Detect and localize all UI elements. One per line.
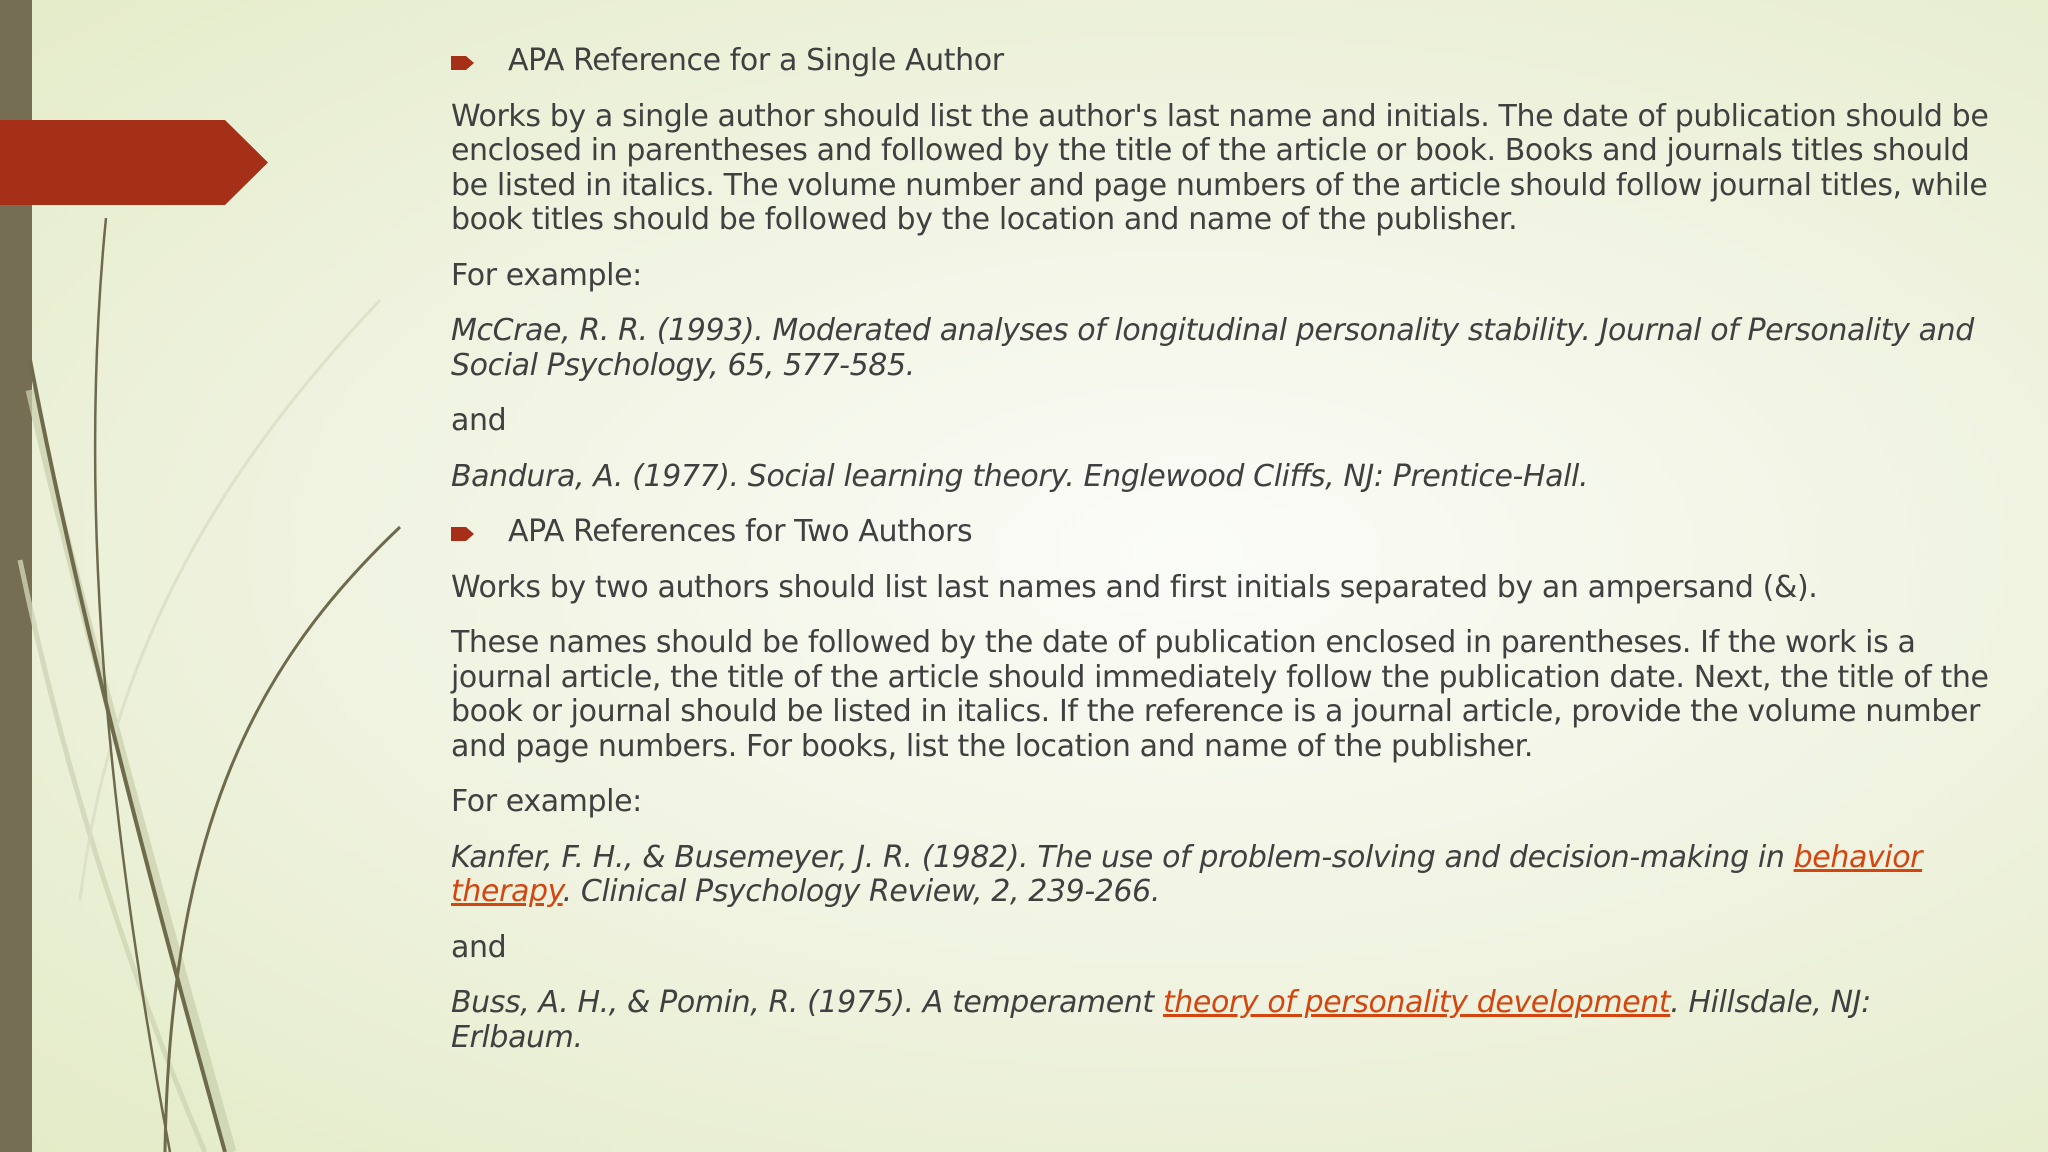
two-authors-description-2: These names should be followed by the date of publication enclosed in parentheses. If the work is a journal article, the title of the article should immediately follow the publication date. Next, the title of the book or journal should be listed in italics. If the reference is a journal article, provide the volume number and page numbers. For books, list the location and name of the publisher. [451,625,1989,764]
bullet-single-author [451,44,2011,79]
personality-development-link[interactable]: theory of personality development [1162,985,1671,1020]
reference-kanfer-source: . Clinical Psychology Review, 2, 239-266. [562,874,1160,909]
two-authors-description-1: Works by two authors should list last names and first initials separated by an ampersand (&). [451,569,1818,605]
reference-kanfer [451,841,2011,910]
heading-two-authors: APA References for Two Authors [508,514,973,549]
single-author-description: Works by a single author should list the author's last name and initials. The date of publication should be enclosed in parentheses and followed by the title of the article or book. Books and journals titles should be listed in italics. The volume number and page numbers of the article should follow journal titles, while book titles should be followed by the location and name of the publisher. [451,98,1989,237]
behavior-therapy-link[interactable]: behavior therapy [451,839,1923,909]
reference-buss-source: . Hillsdale, NJ: Erlbaum. [451,985,1871,1055]
red-arrow-flag [0,120,268,205]
reference-buss [451,986,2011,1055]
example-label-2: For example: [451,784,642,819]
and-label-2: and [451,929,507,965]
reference-buss-text: Buss, A. H., & Pomin, R. (1975). A temperament [451,985,1163,1020]
and-label-1: and [451,403,507,438]
bullet-two-authors [451,515,2011,550]
arrow-bullet-icon [451,56,474,70]
reference-bandura: Bandura, A. (1977). Social learning theory. Englewood Cliffs, NJ: Prentice-Hall. [451,458,1589,494]
heading-single-author: APA Reference for a Single Author [508,43,1004,78]
reference-kanfer-text: Kanfer, F. H., & Busemeyer, J. R. (1982). The use of problem-solving and decision-making in [451,839,1794,875]
slide-content [451,44,2011,1076]
arrow-bullet-icon [451,527,474,541]
reference-mccrae: McCrae, R. R. (1993). Moderated analyses of longitudinal personality stability. Journal of Personality and Social Psychology, 65, 577-585. [451,313,1974,383]
example-label-1: For example: [451,257,642,293]
